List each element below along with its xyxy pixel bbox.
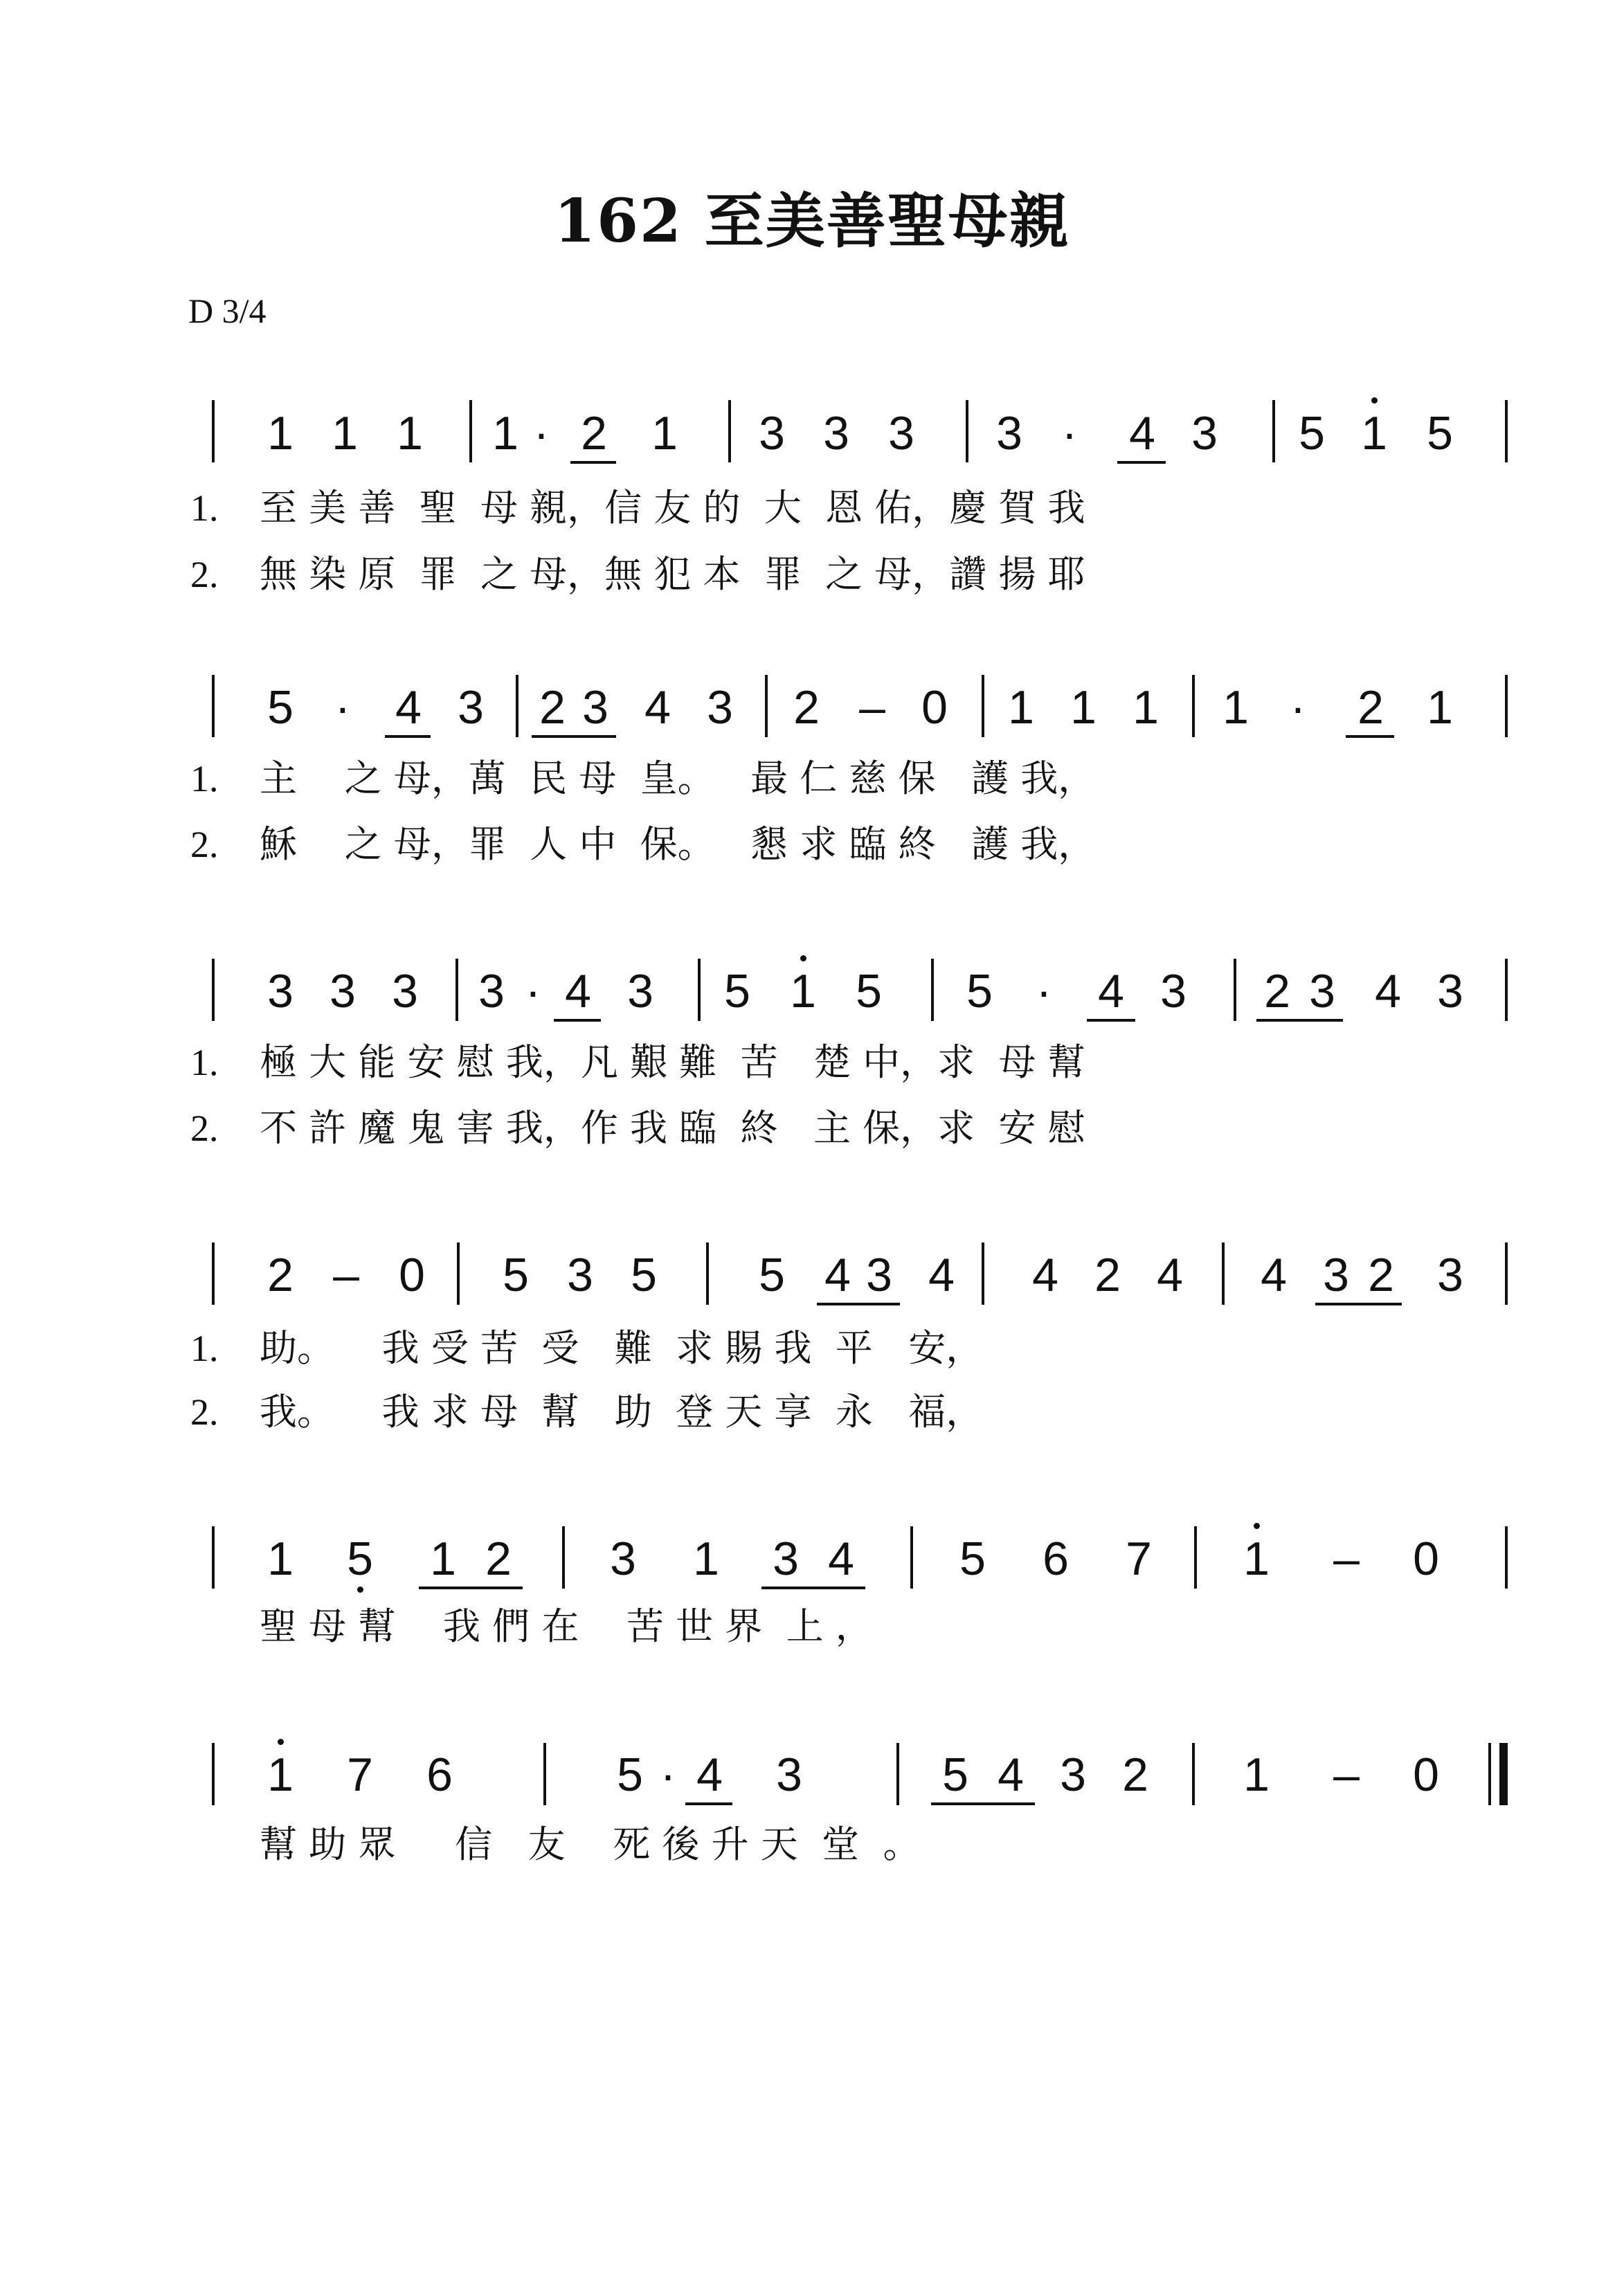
underline [570, 461, 616, 464]
barline [698, 959, 701, 1021]
note: 3 [627, 965, 653, 1018]
barline [1505, 959, 1508, 1021]
dash: – [1333, 1748, 1360, 1801]
barline [1192, 1743, 1195, 1805]
note: 3 [458, 681, 484, 734]
lyric-line: 我。 我 求 母 幫 助 登 天 享 永 福， [260, 1390, 984, 1434]
note: 1 [1133, 681, 1159, 734]
note: 6 [426, 1748, 453, 1801]
verse-number: 2. [190, 554, 219, 595]
rest: 0 [921, 681, 948, 734]
note: 3 [330, 965, 356, 1018]
note: 4 [1375, 965, 1401, 1018]
barline [212, 675, 215, 737]
note: 4 [1157, 1249, 1183, 1301]
note: 5 [503, 1249, 529, 1301]
augmentation-dot: · [533, 407, 550, 460]
barline [896, 1743, 899, 1805]
underline [532, 735, 616, 738]
underline [817, 1303, 900, 1305]
rest: 0 [1413, 1748, 1439, 1801]
lyric-line: 至 美 善 聖 母 親，信 友 的 大 恩 佑，慶 賀 我 [260, 486, 1085, 530]
augmentation-dot: · [660, 1748, 676, 1801]
note: 3 [567, 1249, 593, 1301]
high-octave-dot [1371, 397, 1378, 404]
note: 5 [1427, 407, 1453, 460]
note: 5 [942, 1748, 968, 1801]
high-octave-dot [1254, 1523, 1260, 1529]
underline [931, 1802, 1035, 1805]
note: 3 [1060, 1748, 1086, 1801]
barline [1505, 1526, 1508, 1589]
barline [1234, 959, 1236, 1021]
barline [728, 400, 731, 462]
note: 5 [856, 965, 882, 1018]
note: 4 [928, 1249, 955, 1301]
note: 3 [996, 407, 1022, 460]
note: 2 [1357, 681, 1384, 734]
note: 5 [724, 965, 750, 1018]
note: 3 [582, 681, 608, 734]
barline [212, 1743, 215, 1805]
underline [685, 1802, 732, 1805]
barline [212, 1242, 215, 1305]
verse-number: 2. [190, 824, 219, 865]
note: 3 [866, 1249, 892, 1301]
final-barline-thick [1499, 1743, 1508, 1805]
note: 2 [539, 681, 566, 734]
note: 1 [332, 407, 358, 460]
key-signature: D 3/4 [188, 291, 267, 330]
note: 1 [1427, 681, 1453, 734]
note: 3 [267, 965, 294, 1018]
note-low: 5 [347, 1533, 373, 1585]
note: 1 [430, 1533, 456, 1585]
note: 1 [267, 1533, 294, 1585]
high-octave-dot [278, 1739, 284, 1745]
note: 7 [347, 1748, 373, 1801]
barline [1505, 675, 1508, 737]
augmentation-dot: · [525, 965, 541, 1018]
note: 1 [1243, 1748, 1270, 1801]
barline [455, 959, 458, 1021]
note: 5 [631, 1249, 657, 1301]
dash: – [333, 1249, 359, 1301]
barline [982, 1242, 984, 1305]
note: 3 [1323, 1249, 1349, 1301]
barline [212, 1526, 215, 1589]
barline [1272, 400, 1275, 462]
note: 4 [565, 965, 591, 1018]
note: 3 [707, 681, 733, 734]
note-high: 1 [267, 1748, 294, 1801]
barline [457, 1242, 460, 1305]
note: 1 [651, 407, 678, 460]
low-octave-dot [357, 1587, 363, 1593]
augmentation-dot: · [1290, 681, 1306, 734]
note: 5 [959, 1533, 986, 1585]
note: 3 [1309, 965, 1335, 1018]
note: 5 [759, 1249, 785, 1301]
note: 2 [793, 681, 820, 734]
note: 3 [610, 1533, 636, 1585]
barline [910, 1526, 913, 1589]
note: 4 [696, 1748, 723, 1801]
verse-number: 1. [190, 758, 219, 799]
underline [1256, 1019, 1343, 1022]
note: 3 [888, 407, 914, 460]
underline [1117, 461, 1166, 464]
note: 5 [617, 1748, 643, 1801]
rest: 0 [399, 1249, 425, 1301]
lyric-line: 極 大 能 安 慰 我，凡 艱 難 苦 楚 中，求 母 幫 [260, 1040, 1085, 1084]
final-barline-thin [1488, 1743, 1491, 1805]
note: 1 [267, 407, 294, 460]
barline [1222, 1242, 1225, 1305]
note: 2 [1368, 1249, 1394, 1301]
note: 3 [1191, 407, 1218, 460]
underline [761, 1587, 865, 1589]
note: 4 [828, 1533, 854, 1585]
underline [554, 1019, 601, 1022]
lyric-line: 不 許 魔 鬼 害 我，作 我 臨 終 主 保，求 安 慰 [260, 1106, 1085, 1150]
note-high: 1 [790, 965, 816, 1018]
note: 1 [693, 1533, 719, 1585]
barline [706, 1242, 709, 1305]
note: 4 [1261, 1249, 1287, 1301]
lyric-line: 無 染 原 罪 之 母，無 犯 本 罪 之 母，讚 揚 耶 [260, 552, 1085, 596]
note: 3 [478, 965, 505, 1018]
note: 4 [644, 681, 671, 734]
verse-number: 1. [190, 1328, 219, 1369]
barline [212, 959, 215, 1021]
note: 4 [1032, 1249, 1058, 1301]
lyric-line: 聖 母 幫 我 們 在 苦 世 界 上 ， [260, 1605, 873, 1648]
note: 1 [1222, 681, 1249, 734]
barline [1192, 675, 1195, 737]
note: 2 [1122, 1748, 1148, 1801]
verse-number: 2. [190, 1108, 219, 1149]
lyric-line: 幫 助 眾 信 友 死 後 升 天 堂 。 [260, 1823, 921, 1866]
verse-number: 1. [190, 1042, 219, 1083]
underline [1087, 1019, 1135, 1022]
note: 4 [395, 681, 422, 734]
verse-number: 1. [190, 487, 219, 529]
note: 3 [823, 407, 849, 460]
barline [765, 675, 768, 737]
underline [1346, 735, 1394, 738]
underline [385, 735, 431, 738]
note: 3 [1437, 965, 1463, 1018]
note: 4 [998, 1748, 1024, 1801]
barline [1194, 1526, 1197, 1589]
note: 3 [1160, 965, 1187, 1018]
note: 2 [267, 1249, 294, 1301]
note: 2 [581, 407, 607, 460]
note: 4 [824, 1249, 851, 1301]
note: 4 [1098, 965, 1124, 1018]
barline [1505, 400, 1508, 462]
dash: – [859, 681, 885, 734]
note: 1 [492, 407, 518, 460]
note: 4 [1129, 407, 1155, 460]
underline [419, 1587, 523, 1589]
barline [469, 400, 472, 462]
note: 7 [1126, 1533, 1152, 1585]
barline [562, 1526, 565, 1589]
note: 3 [759, 407, 785, 460]
hymn-title: 162 至美善聖母親 [554, 186, 1070, 256]
note: 3 [776, 1748, 802, 1801]
note-high: 1 [1361, 407, 1387, 460]
barline [516, 675, 518, 737]
barline [982, 675, 984, 737]
note: 3 [773, 1533, 799, 1585]
dash: – [1333, 1533, 1360, 1585]
note: 3 [1437, 1249, 1463, 1301]
rest: 0 [1413, 1533, 1439, 1585]
augmentation-dot: · [1061, 407, 1078, 460]
augmentation-dot: · [334, 681, 351, 734]
barline [212, 400, 215, 462]
note: 2 [485, 1533, 512, 1585]
note-high: 1 [1243, 1533, 1270, 1585]
note: 3 [392, 965, 418, 1018]
barline [1505, 1242, 1508, 1305]
note: 2 [1094, 1249, 1121, 1301]
note: 5 [267, 681, 294, 734]
lyric-line: 助。 我 受 苦 受 難 求 賜 我 平 安， [260, 1326, 984, 1370]
barline [931, 959, 934, 1021]
note: 5 [1299, 407, 1325, 460]
underline [1315, 1303, 1402, 1305]
note: 1 [397, 407, 423, 460]
barline [966, 400, 968, 462]
note: 5 [966, 965, 993, 1018]
barline [543, 1743, 546, 1805]
verse-number: 2. [190, 1391, 219, 1433]
note: 2 [1264, 965, 1290, 1018]
augmentation-dot: · [1036, 965, 1052, 1018]
note: 6 [1043, 1533, 1069, 1585]
lyric-line: 穌 之 母，罪 人 中 保。 懇 求 臨 終 護 我， [260, 822, 1096, 866]
high-octave-dot [800, 955, 806, 961]
lyric-line: 主 之 母，萬 民 母 皇。 最 仁 慈 保 護 我， [260, 757, 1096, 800]
note: 1 [1070, 681, 1097, 734]
note: 1 [1008, 681, 1034, 734]
